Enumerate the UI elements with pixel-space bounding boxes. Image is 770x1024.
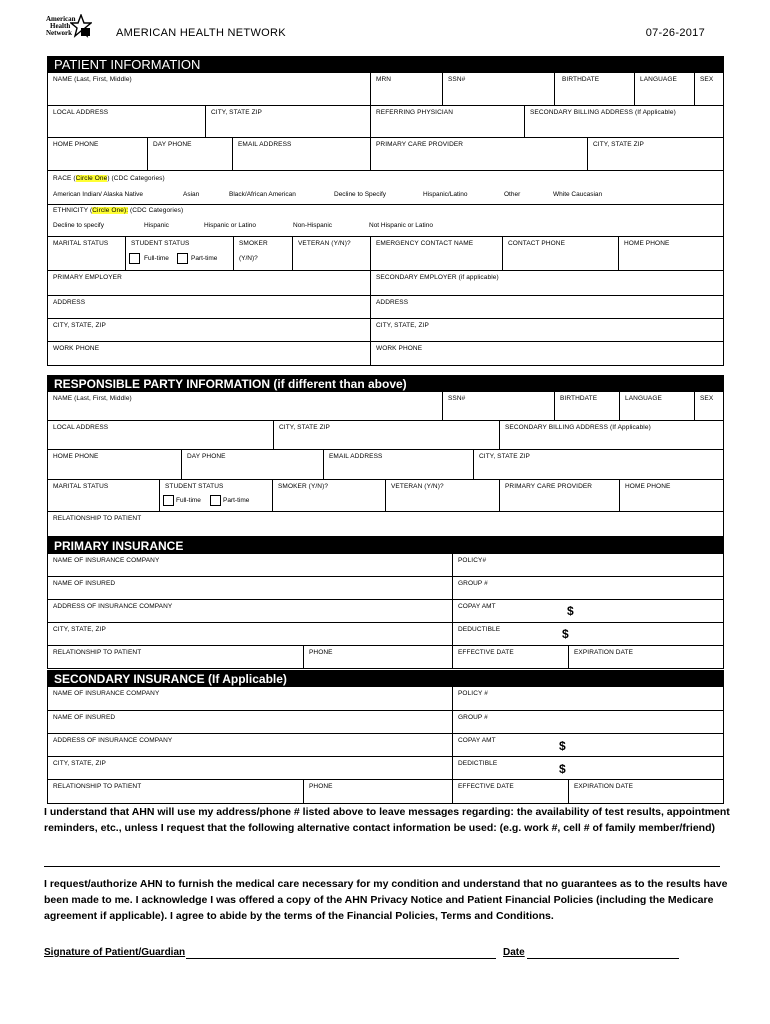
patient-row-address — [48, 106, 723, 138]
smoker-label: SMOKER — [239, 240, 268, 247]
pi-address-label: ADDRESS OF INSURANCE COMPANY — [53, 603, 173, 610]
si-expiration-field[interactable] — [568, 780, 723, 803]
pi-deductible-field[interactable] — [452, 623, 723, 645]
rp-marital-field[interactable] — [48, 480, 159, 511]
rp-row-phone — [48, 450, 723, 480]
sex-label: SEX — [700, 76, 714, 83]
emergency-home-phone-field[interactable] — [618, 237, 723, 270]
work-phone-row — [48, 342, 723, 366]
local-address-field[interactable] — [48, 106, 205, 137]
primary-employer-address-field[interactable] — [48, 296, 370, 318]
race-option-other[interactable]: Other — [504, 191, 521, 198]
patient-row-status — [48, 237, 723, 271]
rp-veteran-field[interactable] — [385, 480, 499, 511]
primary-insurance-title: PRIMARY INSURANCE — [48, 538, 723, 554]
pi-insured-label: NAME OF INSURED — [53, 580, 116, 587]
form-date: 07-26-2017 — [645, 27, 705, 39]
marital-status-field[interactable] — [48, 237, 125, 270]
employer-city-row — [48, 319, 723, 342]
emergency-contact-label: EMERGENCY CONTACT NAME — [376, 240, 474, 247]
ethnicity-option-hispanic[interactable]: Hispanic — [144, 222, 169, 229]
rp-birthdate-label: BIRTHDATE — [560, 395, 598, 402]
rp-secondary-billing-field[interactable] — [499, 421, 723, 449]
rp-full-time-label: Full-time — [176, 497, 201, 504]
rp-ssn-field[interactable] — [442, 392, 554, 420]
si-effective-field[interactable] — [452, 780, 568, 803]
rp-sex-field[interactable] — [694, 392, 723, 420]
pi-phone-field[interactable] — [303, 646, 452, 668]
rp-pcp-field[interactable] — [499, 480, 619, 511]
si-row-city — [48, 757, 723, 780]
si-deductible-label: DEDICTIBLE — [458, 760, 498, 767]
secondary-employer-address-field[interactable] — [370, 296, 723, 318]
primary-employer-city-label: CITY, STATE, ZIP — [53, 322, 106, 329]
mrn-label: MRN — [376, 76, 392, 83]
rp-day-phone-field[interactable] — [181, 450, 323, 479]
si-address-field[interactable] — [48, 734, 452, 756]
alternate-contact-line[interactable] — [44, 866, 720, 867]
si-group-label: GROUP # — [458, 714, 488, 721]
primary-insurance-section — [47, 537, 724, 669]
student-status-field — [125, 237, 233, 270]
rp-city-label: CITY, STATE ZIP — [279, 424, 330, 431]
si-address-label: ADDRESS OF INSURANCE COMPANY — [53, 737, 173, 744]
pi-company-label: NAME OF INSURANCE COMPANY — [53, 557, 160, 564]
secondary-billing-field[interactable] — [524, 106, 723, 137]
secondary-employer-city-field[interactable] — [370, 319, 723, 341]
primary-work-phone-field[interactable] — [48, 342, 370, 365]
patient-row-phone — [48, 138, 723, 171]
race-row — [48, 171, 723, 205]
patient-name-label: NAME (Last, First, Middle) — [53, 76, 132, 83]
logo-star-icon — [70, 14, 92, 38]
rp-veteran-label: VETERAN (Y/N)? — [391, 483, 444, 490]
pi-company-field[interactable] — [48, 554, 452, 576]
emergency-contact-field[interactable] — [370, 237, 502, 270]
ethnicity-row — [48, 205, 723, 237]
ethnicity-option-decline[interactable]: Decline to specify — [53, 222, 104, 229]
rp-full-time-checkbox[interactable] — [163, 495, 174, 506]
race-option-native[interactable]: American Indian/ Alaska Native — [53, 191, 143, 198]
rp-row-status — [48, 480, 723, 512]
rp-home-phone-label: HOME PHONE — [53, 453, 99, 460]
part-time-label: Part-time — [191, 255, 218, 262]
logo-text-3: Network — [46, 29, 73, 37]
pi-copay-label: COPAY AMT — [458, 603, 496, 610]
pi-copay-dollar: $ — [567, 604, 574, 618]
race-suffix: ) (CDC Categories) — [107, 175, 165, 182]
ethnicity-prefix: ETHNICITY ( — [53, 207, 93, 214]
race-option-asian[interactable]: Asian — [183, 191, 200, 198]
si-policy-field[interactable] — [452, 687, 723, 710]
smoker-field[interactable] — [233, 237, 292, 270]
contact-phone-label: CONTACT PHONE — [508, 240, 566, 247]
rp-name-field[interactable] — [48, 392, 442, 420]
rp-email-label: EMAIL ADDRESS — [329, 453, 383, 460]
rp-secondary-billing-label: SECONDARY BILLING ADDRESS (If Applicable) — [505, 424, 651, 431]
pi-relationship-field[interactable] — [48, 646, 303, 668]
race-prefix: RACE ( — [53, 175, 76, 182]
pi-deductible-label: DEDUCTIBLE — [458, 626, 501, 633]
si-phone-field[interactable] — [303, 780, 452, 803]
pi-address-field[interactable] — [48, 600, 452, 622]
pi-effective-label: EFFECTIVE DATE — [458, 649, 514, 656]
secondary-employer-address-label: ADDRESS — [376, 299, 409, 306]
signature-line[interactable] — [186, 958, 496, 959]
secondary-billing-label: SECONDARY BILLING ADDRESS (If Applicable) — [530, 109, 676, 116]
home-phone-field[interactable] — [48, 138, 147, 170]
pi-row-address — [48, 600, 723, 623]
email-label: EMAIL ADDRESS — [238, 141, 292, 148]
patient-information-title: PATIENT INFORMATION — [48, 57, 723, 73]
pcp-city-field[interactable] — [587, 138, 723, 170]
rp-student-label: STUDENT STATUS — [165, 483, 224, 490]
pi-policy-label: POLICY# — [458, 557, 487, 564]
rp-part-time-checkbox[interactable] — [210, 495, 221, 506]
city-state-zip-field[interactable] — [205, 106, 370, 137]
rp-local-address-field[interactable] — [48, 421, 273, 449]
pi-expiration-label: EXPIRATION DATE — [574, 649, 634, 656]
rp-ssn-label: SSN# — [448, 395, 466, 402]
rp-language-label: LANGUAGE — [625, 395, 662, 402]
secondary-work-phone-field[interactable] — [370, 342, 723, 365]
rp-city2-label: CITY, STATE ZIP — [479, 453, 530, 460]
employer-row — [48, 271, 723, 296]
rp-language-field[interactable] — [619, 392, 694, 420]
birthdate-label: BIRTHDATE — [562, 76, 600, 83]
pi-deductible-dollar: $ — [562, 627, 569, 641]
rp-home-phone2-field[interactable] — [619, 480, 723, 511]
rp-local-address-label: LOCAL ADDRESS — [53, 424, 109, 431]
si-deductible-dollar: $ — [559, 762, 566, 776]
page-header — [0, 0, 770, 52]
si-copay-label: COPAY AMT — [458, 737, 496, 744]
ssn-label: SSN# — [448, 76, 466, 83]
employer-address-row — [48, 296, 723, 319]
pi-group-label: GROUP # — [458, 580, 488, 587]
rp-name-label: NAME (Last, First, Middle) — [53, 395, 132, 402]
referring-physician-field[interactable] — [370, 106, 524, 137]
veteran-field[interactable] — [292, 237, 370, 270]
patient-row-name — [48, 73, 723, 106]
pi-insured-field[interactable] — [48, 577, 452, 599]
rp-email-field[interactable] — [323, 450, 473, 479]
local-address-label: LOCAL ADDRESS — [53, 109, 109, 116]
pi-policy-field[interactable] — [452, 554, 723, 576]
rp-row-relationship — [48, 512, 723, 537]
rp-relationship-label: RELATIONSHIP TO PATIENT — [53, 515, 142, 522]
full-time-checkbox[interactable] — [129, 253, 140, 264]
pi-row-insured — [48, 577, 723, 600]
responsible-party-title: RESPONSIBLE PARTY INFORMATION (if different than above) — [48, 376, 723, 392]
ethnicity-label — [53, 207, 183, 215]
mrn-field[interactable] — [370, 73, 442, 105]
si-row-relationship — [48, 780, 723, 804]
primary-employer-label: PRIMARY EMPLOYER — [53, 274, 122, 281]
secondary-employer-city-label: CITY, STATE, ZIP — [376, 322, 429, 329]
part-time-checkbox[interactable] — [177, 253, 188, 264]
secondary-insurance-section — [47, 670, 724, 804]
si-expiration-label: EXPIRATION DATE — [574, 783, 634, 790]
responsible-party-section — [47, 375, 724, 537]
signature-label: Signature of Patient/Guardian — [44, 947, 186, 958]
logo-text-1: American — [46, 15, 76, 23]
pi-group-field[interactable] — [452, 577, 723, 599]
rp-row-name — [48, 392, 723, 421]
si-copay-field[interactable] — [452, 734, 723, 756]
full-time-label: Full-time — [144, 255, 169, 262]
rp-smoker-field[interactable] — [272, 480, 385, 511]
marital-status-label: MARITAL STATUS — [53, 240, 109, 247]
patient-information-section — [47, 56, 724, 366]
si-effective-label: EFFECTIVE DATE — [458, 783, 514, 790]
primary-employer-city-field[interactable] — [48, 319, 370, 341]
authorization-paragraph: I request/authorize AHN to furnish the medical care necessary for my condition and understand that no guarantees as to the results have been made to me. I acknowledge I was offered a copy of the AHN Privacy Notice and Patient Financial Policies (including the Medicare agreement if applicable). I agree to abide by the terms of the Financial Policies, Terms and Conditions. — [44, 878, 728, 922]
ethnicity-option-hispanic-latino[interactable]: Hispanic or Latino — [204, 222, 257, 229]
race-circle-highlight: Circle One — [75, 175, 108, 182]
si-company-field[interactable] — [48, 687, 452, 710]
pcp-label: PRIMARY CARE PROVIDER — [376, 141, 464, 148]
contact-phone-field[interactable] — [502, 237, 618, 270]
rp-student-field — [159, 480, 272, 511]
rp-relationship-field[interactable] — [48, 512, 723, 536]
rp-city-field[interactable] — [273, 421, 499, 449]
org-name: AMERICAN HEALTH NETWORK — [116, 27, 286, 39]
secondary-work-phone-label: WORK PHONE — [376, 345, 423, 352]
rp-home-phone-field[interactable] — [48, 450, 181, 479]
rp-smoker-label: SMOKER (Y/N)? — [278, 483, 329, 490]
si-group-field[interactable] — [452, 711, 723, 733]
emergency-home-phone-label: HOME PHONE — [624, 240, 670, 247]
language-field[interactable] — [634, 73, 694, 105]
si-relationship-field[interactable] — [48, 780, 303, 803]
pi-row-city — [48, 623, 723, 646]
si-city-field[interactable] — [48, 757, 452, 779]
si-insured-field[interactable] — [48, 711, 452, 733]
pi-row-relationship — [48, 646, 723, 669]
rp-day-phone-label: DAY PHONE — [187, 453, 226, 460]
student-status-label: STUDENT STATUS — [131, 240, 190, 247]
ethnicity-circle-highlight: Circle One): — [92, 207, 129, 214]
date-label: Date — [503, 947, 525, 958]
ahn-logo — [44, 14, 92, 40]
race-option-white[interactable]: White Caucasian — [553, 191, 603, 198]
ethnicity-suffix: (CDC Categories) — [128, 207, 184, 214]
pi-city-label: CITY, STATE, ZIP — [53, 626, 106, 633]
patient-name-field[interactable] — [48, 73, 370, 105]
rp-marital-label: MARITAL STATUS — [53, 483, 109, 490]
si-policy-label: POLICY # — [458, 690, 488, 697]
si-deductible-field[interactable] — [452, 757, 723, 779]
race-label — [53, 175, 165, 183]
si-phone-label: PHONE — [309, 783, 333, 790]
day-phone-field[interactable] — [147, 138, 232, 170]
pcp-city-label: CITY, STATE ZIP — [593, 141, 644, 148]
smoker-yn-label: (Y/N)? — [239, 255, 258, 262]
race-option-black[interactable]: Black/African American — [229, 191, 296, 198]
primary-employer-address-label: ADDRESS — [53, 299, 86, 306]
race-option-hispanic[interactable]: Hispanic/Latino — [423, 191, 468, 198]
primary-employer-field[interactable] — [48, 271, 370, 295]
day-phone-label: DAY PHONE — [153, 141, 192, 148]
pi-city-field[interactable] — [48, 623, 452, 645]
si-insured-label: NAME OF INSURED — [53, 714, 116, 721]
rp-part-time-label: Part-time — [223, 497, 250, 504]
si-row-insured — [48, 711, 723, 734]
referring-physician-label: REFERRING PHYSICIAN — [376, 109, 454, 116]
pi-relationship-label: RELATIONSHIP TO PATIENT — [53, 649, 142, 656]
ethnicity-option-not-hispanic[interactable]: Not Hispanic or Latino — [369, 222, 433, 229]
secondary-employer-field[interactable] — [370, 271, 723, 295]
contact-consent-paragraph: I understand that AHN will use my address/phone # listed above to leave messages regarding: the availability of test results, appointment reminders, etc., unless I request that the following alternative contact information be used: (e.g. work #, cell # of family member/friend) — [44, 806, 730, 834]
language-label: LANGUAGE — [640, 76, 677, 83]
home-phone-label: HOME PHONE — [53, 141, 99, 148]
pi-copay-field[interactable] — [452, 600, 723, 622]
ethnicity-option-non-hispanic[interactable]: Non-Hispanic — [293, 222, 333, 229]
veteran-label: VETERAN (Y/N)? — [298, 240, 351, 247]
rp-pcp-label: PRIMARY CARE PROVIDER — [505, 483, 593, 490]
pi-phone-label: PHONE — [309, 649, 333, 656]
email-field[interactable] — [232, 138, 370, 170]
sex-field[interactable] — [694, 73, 723, 105]
ssn-field[interactable] — [442, 73, 554, 105]
si-row-address — [48, 734, 723, 757]
pi-row-company — [48, 554, 723, 577]
rp-sex-label: SEX — [700, 395, 714, 402]
si-city-label: CITY, STATE, ZIP — [53, 760, 106, 767]
rp-birthdate-field[interactable] — [554, 392, 619, 420]
date-line[interactable] — [527, 958, 679, 959]
primary-work-phone-label: WORK PHONE — [53, 345, 100, 352]
pcp-field[interactable] — [370, 138, 587, 170]
secondary-employer-label: SECONDARY EMPLOYER (if applicable) — [376, 274, 499, 281]
logo-text-2: Health — [50, 22, 71, 30]
secondary-insurance-title: SECONDARY INSURANCE (If Applicable) — [48, 671, 723, 687]
si-row-company — [48, 687, 723, 711]
si-copay-dollar: $ — [559, 739, 566, 753]
si-relationship-label: RELATIONSHIP TO PATIENT — [53, 783, 142, 790]
city-state-zip-label: CITY, STATE ZIP — [211, 109, 262, 116]
pi-effective-field[interactable] — [452, 646, 568, 668]
pi-expiration-field[interactable] — [568, 646, 723, 668]
si-company-label: NAME OF INSURANCE COMPANY — [53, 690, 160, 697]
birthdate-field[interactable] — [554, 73, 634, 105]
rp-row-address — [48, 421, 723, 450]
race-option-decline[interactable]: Decline to Specify — [334, 191, 387, 198]
rp-home-phone2-label: HOME PHONE — [625, 483, 671, 490]
rp-city2-field[interactable] — [473, 450, 723, 479]
